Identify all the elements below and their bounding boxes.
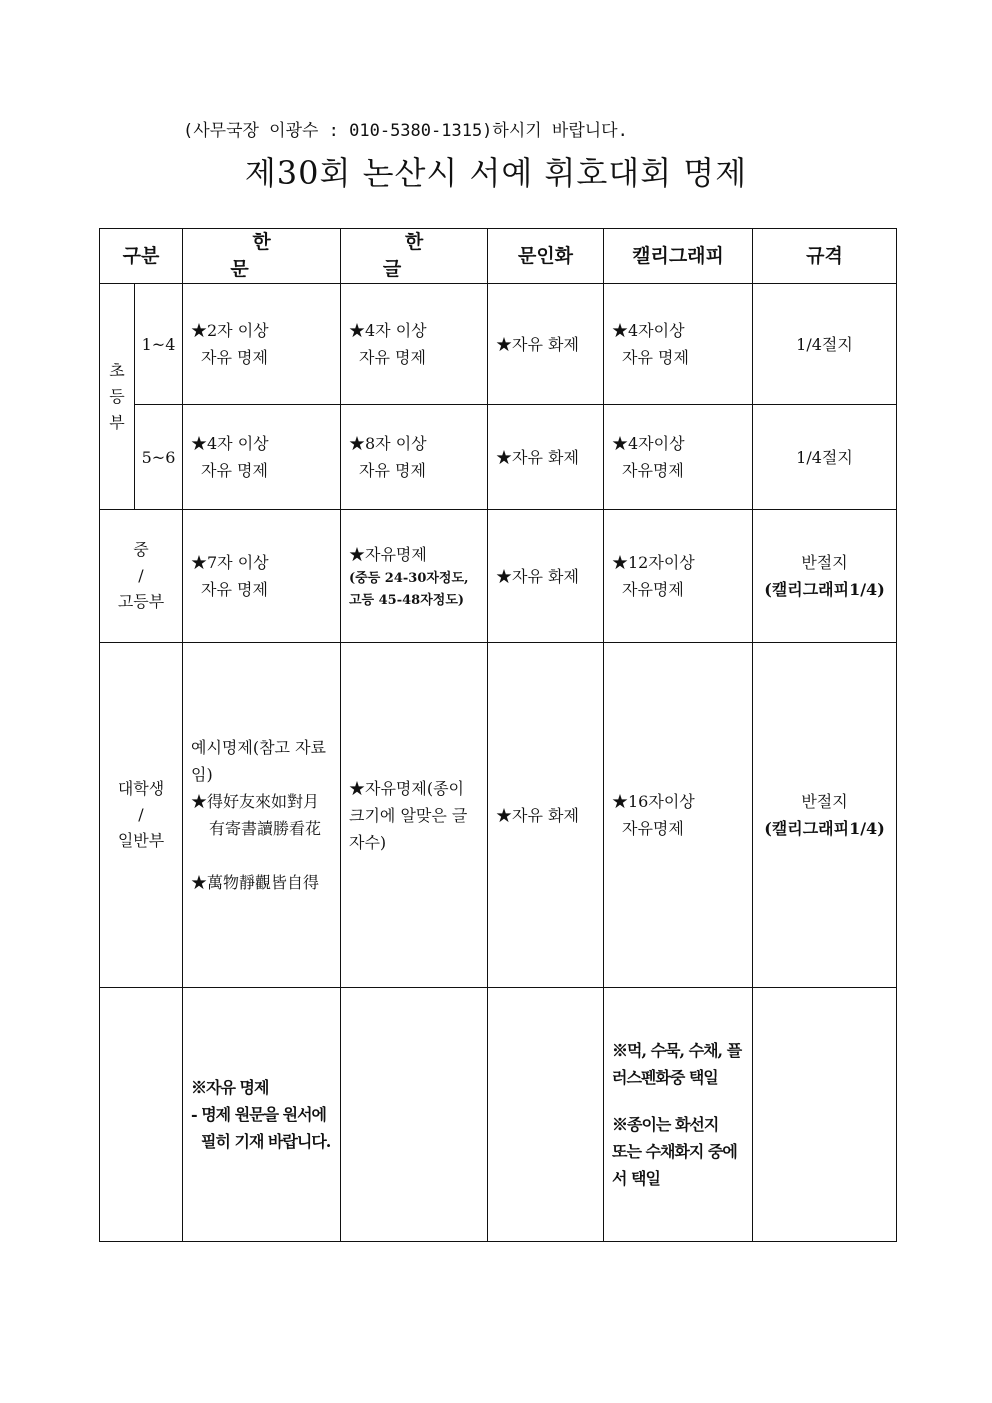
cell-empty (341, 988, 488, 1242)
cell-calligraphy: ★4자이상 자유명제 (604, 405, 753, 510)
contact-line: (사무국장 이광수 : 010-5380-1315)하시기 바랍니다. (183, 121, 628, 141)
topic-table (99, 228, 897, 1242)
group-adult: 대학생 / 일반부 (100, 643, 183, 988)
group-middle-high: 중 / 고등부 (100, 510, 183, 643)
cell-hangul: ★8자 이상 자유 명제 (341, 405, 488, 510)
table-row-middle (100, 510, 897, 643)
cell-size: 반절지 (캘리그래피1/4) (753, 510, 897, 643)
header-row (100, 229, 897, 284)
cell-hangul: ★자유명제(종이 크기에 알맞은 글 자수) (341, 643, 488, 988)
table-row-elem-1 (100, 284, 897, 405)
page-title: 제30회 논산시 서예 휘호대회 명제 (244, 154, 748, 192)
header-size: 규격 (753, 229, 897, 284)
cell-size: 1/4절지 (753, 405, 897, 510)
table-row-elem-2 (100, 405, 897, 510)
cell-size: 반절지 (캘리그래피1/4) (753, 643, 897, 988)
group-elementary: 초 등 부 (100, 284, 135, 510)
header-hanmun: 한 문 (183, 229, 341, 284)
cell-hangul: ★자유명제 (중등 24-30자정도, 고등 45-48자정도) (341, 510, 488, 643)
cell-hanmun: ★4자 이상 자유 명제 (183, 405, 341, 510)
cell-empty (100, 988, 183, 1242)
header-hangul: 한 글 (341, 229, 488, 284)
cell-size: 1/4절지 (753, 284, 897, 405)
header-munin: 문인화 (488, 229, 604, 284)
cell-empty (753, 988, 897, 1242)
cell-hanmun: 예시명제(참고 자료 임) ★得好友來如對月 有寄書讀勝看花 ★萬物靜觀皆自得 (183, 643, 341, 988)
grade-1-4: 1~4 (135, 284, 183, 405)
cell-hanmun-note: ※자유 명제 - 명제 원문을 원서에 필히 기재 바랍니다. (183, 988, 341, 1242)
cell-calligraphy: ★16자이상 자유명제 (604, 643, 753, 988)
cell-hanmun: ★7자 이상 자유 명제 (183, 510, 341, 643)
cell-munin: ★자유 화제 (488, 405, 604, 510)
table-row-adult (100, 643, 897, 988)
cell-calligraphy-note: ※먹, 수묵, 수채, 플 러스펜화중 택일 ※종이는 화선지 또는 수채화지 중에 서 택일 (604, 988, 753, 1242)
header-category: 구분 (100, 229, 183, 284)
cell-munin: ★자유 화제 (488, 643, 604, 988)
cell-munin: ★자유 화제 (488, 284, 604, 405)
cell-calligraphy: ★4자이상 자유 명제 (604, 284, 753, 405)
cell-hanmun: ★2자 이상 자유 명제 (183, 284, 341, 405)
cell-calligraphy: ★12자이상 자유명제 (604, 510, 753, 643)
cell-hangul: ★4자 이상 자유 명제 (341, 284, 488, 405)
grade-5-6: 5~6 (135, 405, 183, 510)
table-row-notes (100, 988, 897, 1242)
header-calligraphy: 캘리그래피 (604, 229, 753, 284)
cell-empty (488, 988, 604, 1242)
cell-munin: ★자유 화제 (488, 510, 604, 643)
